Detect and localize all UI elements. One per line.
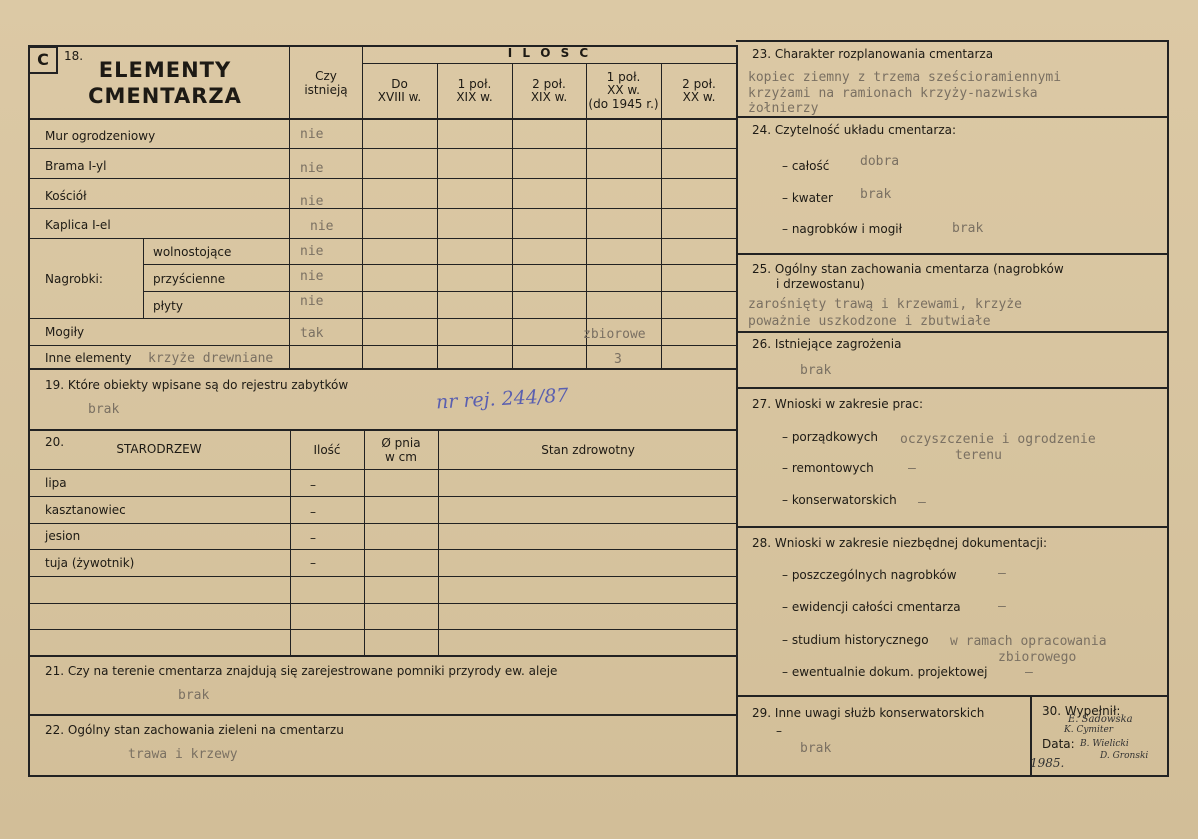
row-value-wall-mounted: nie	[300, 269, 324, 284]
row-value-freestanding: nie	[300, 244, 324, 259]
row-label-church: Kościół	[45, 189, 87, 203]
frame-left	[28, 45, 30, 777]
other-count: 3	[614, 352, 622, 367]
q21-label: 21. Czy na terenie cmentarza znajdują się zarejestrowane pomniki przyrody ew. aleje	[45, 664, 558, 678]
row-value-chapel: nie	[310, 219, 334, 234]
row-label-wall: Mur ogrodzeniowy	[45, 129, 156, 143]
q27-item-value: oczyszczenie i ogrodzenie	[900, 432, 1096, 447]
period-header: XIX w.	[530, 90, 568, 104]
q30-signature: D. Gronski	[1100, 751, 1149, 761]
q28-item-label: – studium historycznego	[782, 633, 929, 647]
q30-signature: B. Wielicki	[1080, 739, 1129, 749]
row-label-slabs: płyty	[153, 299, 183, 313]
q20-title: STARODRZEW	[116, 442, 202, 456]
q30-date-label: Data:	[1042, 737, 1075, 751]
q24-item-label: – całość	[782, 159, 830, 173]
q29-dash: –	[776, 724, 782, 738]
q19-bottom	[28, 429, 738, 431]
period-header: 1 poł.	[457, 77, 492, 91]
t18-row-line	[28, 178, 738, 179]
q22-label: 22. Ogólny stan zachowania zieleni na cmentarzu	[45, 723, 344, 737]
q20-col-count: Ilość	[313, 443, 341, 457]
row-value-wall: nie	[300, 127, 324, 142]
q24-item-value: brak	[952, 221, 984, 236]
section-letter-box: C	[28, 46, 58, 74]
t18-row-line	[143, 291, 738, 292]
t18-header-bottom	[28, 118, 738, 120]
period-header: 2 poł.	[682, 77, 716, 91]
t20-row-line	[28, 469, 738, 470]
q25-answer: poważnie uszkodzone i zbutwiałe	[748, 314, 991, 329]
t18-ilosc-line	[362, 63, 737, 64]
q28-item-label: – ewentualnie dokum. projektowej	[782, 665, 988, 679]
period-header: 2 poł.	[532, 77, 566, 91]
q20-number: 20.	[45, 435, 65, 449]
q27-bottom	[736, 526, 1169, 528]
t18-row-line	[28, 208, 738, 209]
q28-label: 28. Wnioski w zakresie niezbędnej dokumentacji:	[752, 536, 1048, 550]
q25-answer: zarośnięty trawą i krzewami, krzyże	[748, 297, 1022, 312]
q30-signature: K. Cymiter	[1064, 725, 1114, 735]
q28-item-value: –	[998, 599, 1006, 614]
tree-name: kasztanowiec	[45, 503, 126, 517]
q26-bottom	[736, 387, 1169, 389]
q27-item-label: – konserwatorskich	[782, 493, 897, 507]
period-header: XVIII w.	[377, 90, 422, 104]
t18-col-p2-left	[437, 64, 438, 369]
row-value-gate: nie	[300, 161, 324, 176]
q20-col-health: Stan zdrowotny	[541, 443, 635, 457]
col-exists-header-1: Czy	[315, 69, 337, 83]
q23-answer: kopiec ziemny z trzema sześcioramiennymi	[748, 70, 1062, 85]
row-label-chapel: Kaplica I-el	[45, 218, 111, 232]
row-value-other: krzyże drewniane	[148, 351, 274, 366]
q22-answer: trawa i krzewy	[128, 747, 238, 762]
q28-item-value: –	[1025, 665, 1033, 680]
q25-bottom	[736, 331, 1169, 333]
frame-top-right	[736, 40, 1169, 42]
q27-item-label: – remontowych	[782, 461, 874, 475]
elements-title-line2: CMENTARZA	[88, 84, 242, 108]
q30-year: 1985.	[1030, 756, 1065, 770]
frame-right	[1167, 40, 1169, 777]
t20-row-line	[28, 576, 738, 577]
graves-note: zbiorowe	[583, 327, 646, 342]
t18-row-line	[28, 318, 738, 319]
row-label-gate: Brama I-yl	[45, 159, 107, 173]
q27-item-value: –	[908, 461, 916, 476]
q28-item-value: –	[998, 566, 1006, 581]
t18-nagrobki-split	[143, 238, 144, 318]
q24-item-label: – kwater	[782, 191, 833, 205]
q24-item-value: dobra	[860, 154, 900, 169]
row-label-other: Inne elementy	[45, 351, 132, 365]
q24-label: 24. Czytelność układu cmentarza:	[752, 123, 957, 137]
q23-answer: krzyżami na ramionach krzyży-nazwiska	[748, 86, 1038, 101]
q19-label: 19. Które obiekty wpisane są do rejestru zabytków	[45, 378, 349, 392]
q25-label: 25. Ogólny stan zachowania cmentarza (nagrobków	[752, 262, 1064, 276]
q20-col-diameter-2: w cm	[385, 450, 417, 464]
q25-label: i drzewostanu)	[776, 277, 865, 291]
q23-label: 23. Charakter rozplanowania cmentarza	[752, 47, 994, 61]
row-label-graves: Mogiły	[45, 325, 85, 339]
t20-row-line	[28, 603, 738, 604]
q23-bottom	[736, 116, 1169, 118]
q26-label: 26. Istniejące zagrożenia	[752, 337, 902, 351]
q27-item-label: – porządkowych	[782, 430, 878, 444]
tree-count: –	[310, 478, 316, 492]
period-header: Do	[391, 77, 408, 91]
q29-answer: brak	[800, 741, 832, 756]
tree-count: –	[310, 556, 316, 570]
t18-row-line	[28, 345, 738, 346]
q21-bottom	[28, 714, 738, 716]
q21-answer: brak	[178, 688, 210, 703]
tree-count: –	[310, 505, 316, 519]
q24-item-label: – nagrobków i mogił	[782, 222, 903, 236]
row-label-wall-mounted: przyścienne	[153, 272, 226, 286]
t20-bottom	[28, 655, 738, 657]
q27-label: 27. Wnioski w zakresie prac:	[752, 397, 924, 411]
q28-bottom	[736, 695, 1169, 697]
tree-name: jesion	[45, 529, 81, 543]
frame-bottom	[28, 775, 1169, 777]
row-value-church: nie	[300, 194, 324, 209]
t18-col-p3-left	[512, 64, 513, 369]
frame-center	[736, 45, 738, 777]
q28-item-value: w ramach opracowania	[950, 634, 1107, 649]
q28-item-value: zbiorowego	[998, 650, 1077, 665]
q28-item-label: – ewidencji całości cmentarza	[782, 600, 961, 614]
t20-row-line	[28, 523, 738, 524]
q29-label: 29. Inne uwagi służb konserwatorskich	[752, 706, 985, 720]
ilosc-header: I L O Ś Ć	[507, 46, 592, 60]
elements-title-line1: ELEMENTY	[98, 58, 232, 82]
tree-name: tuja (żywotnik)	[45, 556, 135, 570]
row-value-slabs: nie	[300, 294, 324, 309]
q27-item-value: terenu	[955, 448, 1002, 463]
q28-item-label: – poszczególnych nagrobków	[782, 568, 957, 582]
period-header: (do 1945 r.)	[588, 97, 659, 111]
q20-col-diameter-1: Ø pnia	[381, 436, 421, 450]
col-exists-header-2: istnieją	[304, 83, 348, 97]
q27-item-value: –	[918, 495, 926, 510]
q26-answer: brak	[800, 363, 832, 378]
row-label-freestanding: wolnostojące	[153, 245, 232, 259]
t20-row-line	[28, 629, 738, 630]
t20-col-health-left	[438, 430, 439, 656]
q19-registry-handwritten: nr rej. 244/87	[435, 384, 569, 414]
section-number: 18.	[64, 49, 84, 63]
q30-signature: E. Sadowska	[1068, 714, 1133, 725]
tree-name: lipa	[45, 476, 67, 490]
period-header: XIX w.	[456, 90, 493, 104]
t20-row-line	[28, 549, 738, 550]
period-header: XX w.	[682, 90, 716, 104]
q24-bottom	[736, 253, 1169, 255]
row-value-graves: tak	[300, 326, 324, 341]
nagrobki-label: Nagrobki:	[45, 272, 103, 286]
t18-row-line	[143, 264, 738, 265]
t20-row-line	[28, 496, 738, 497]
q30-label: 30. Wypełnił:	[1042, 704, 1121, 718]
t18-row-line	[28, 148, 738, 149]
tree-count: –	[310, 531, 316, 545]
t18-bottom	[28, 368, 738, 370]
t20-col-count-left	[290, 430, 291, 656]
q19-answer: brak	[88, 402, 120, 417]
q23-answer: żołnierzy	[748, 101, 819, 116]
q24-item-value: brak	[860, 187, 892, 202]
period-header: XX w.	[607, 83, 640, 97]
t18-row-line	[28, 238, 738, 239]
t18-col-p5-left	[661, 64, 662, 369]
period-header: 1 poł.	[606, 70, 641, 84]
